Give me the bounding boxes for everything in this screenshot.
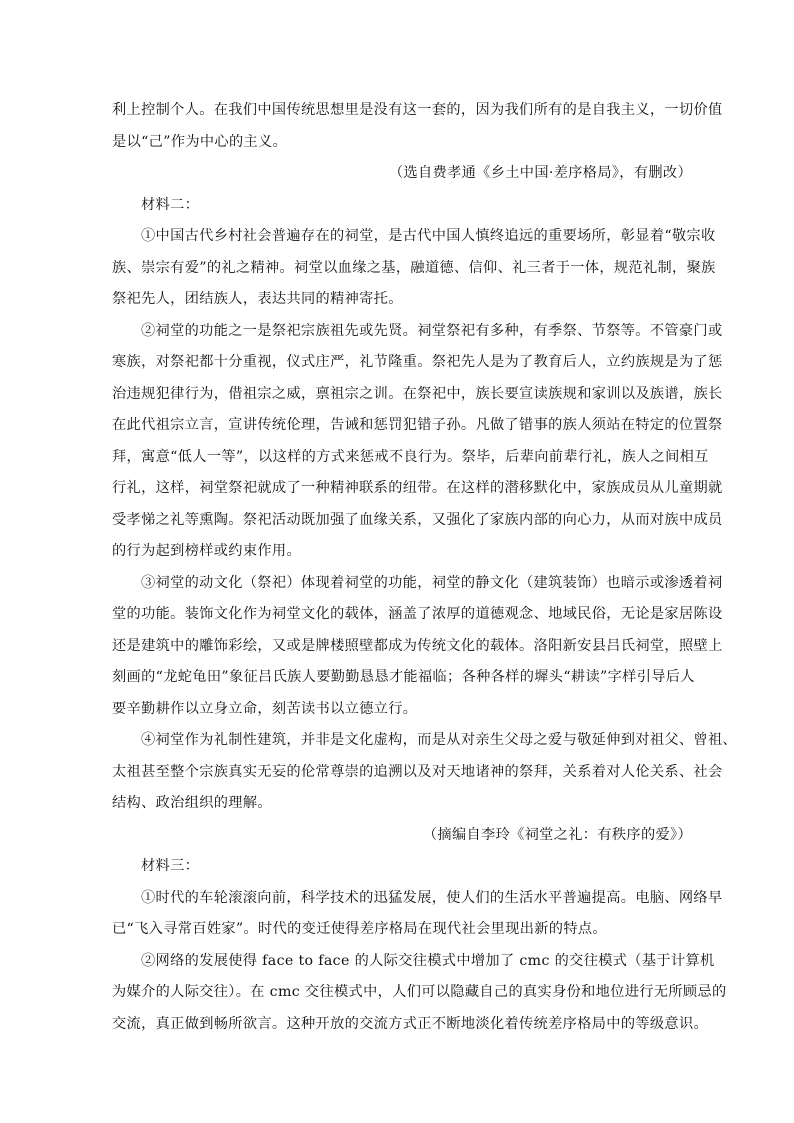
section-heading-material-2: 材料二：: [141, 197, 200, 213]
paragraph-1-line: 族、崇宗有爱”的礼之精神。祠堂以血缘之基，融道德、信仰、礼三者于一体，规范礼制，聚族: [112, 260, 716, 276]
paragraph-6-line: 为媒介的人际交往）。在 cmc 交往模式中，人们可以隐藏自己的真实身份和地位进行无所顾忌的: [112, 984, 727, 1000]
paragraph-2-line: ②祠堂的功能之一是祭祀宗族祖先或先贤。祠堂祭祀有多种，有季祭、节祭等。不管豪门或: [141, 323, 723, 339]
paragraph-5-line: ①时代的车轮滚滚向前，科学技术的迅猛发展，使人们的生活水平普遍提高。电脑、网络早: [141, 890, 723, 906]
source-citation: （选自费孝通《乡土中国·差序格局》，有删改）: [388, 165, 692, 181]
paragraph-3-line: 刻画的“龙蛇龟田”象征吕氏族人要勤勤恳恳才能福临；各种各样的墀头“耕读”字样引导后人: [112, 669, 695, 685]
paragraph-1-line: 祭祀先人，团结族人，表达共同的精神寄托。: [112, 291, 403, 307]
paragraph-2-line: 寒族，对祭祀都十分重视，仪式庄严，礼节隆重。祭祀先人是为了教育后人，立约族规是为了惩: [112, 354, 723, 370]
paragraph-2-line: 受孝悌之礼等熏陶。祭祀活动既加强了血缘关系，又强化了家族内部的向心力，从而对族中成员: [112, 512, 723, 528]
paragraph-2-line: 治违规犯律行为，借祖宗之威，禀祖宗之训。在祭祀中，族长要宣读族规和家训以及族谱，族长: [112, 386, 723, 402]
paragraph-4-line: 太祖甚至整个宗族真实无妄的伦常尊崇的追溯以及对天地诸神的祭拜，关系着对人伦关系、社会: [112, 764, 723, 780]
source-citation: （摘编自李玲《祠堂之礼：有秩序的爱》）: [422, 827, 692, 843]
paragraph-5-line: 已“飞入寻常百姓家”。时代的变迁使得差序格局在现代社会里现出新的特点。: [112, 921, 607, 937]
section-heading-material-3: 材料三：: [141, 858, 200, 874]
paragraph-6-line: 交流，真正做到畅所欲言。这种开放的交流方式正不断地淡化着传统差序格局中的等级意识。: [112, 1016, 709, 1032]
paragraph-6-line: ②网络的发展使得 face to face 的人际交往模式中增加了 cmc 的交往模式（基于计算机: [141, 953, 715, 969]
paragraph-4-line: 结构、政治组织的理解。: [112, 795, 272, 811]
paragraph-3-line: 堂的功能。装饰文化作为祠堂文化的载体，涵盖了浓厚的道德观念、地域民俗，无论是家居陈设: [112, 606, 723, 622]
paragraph-2-line: 行礼，这样，祠堂祭祀就成了一种精神联系的纽带。在这样的潜移默化中，家族成员从儿童期就: [112, 480, 723, 496]
paragraph-3-line: 还是建筑中的雕饰彩绘，又或是牌楼照壁都成为传统文化的载体。洛阳新安县吕氏祠堂，照壁上: [112, 638, 723, 654]
body-text-line: 利上控制个人。在我们中国传统思想里是没有这一套的，因为我们所有的是自我主义，一切价值: [112, 102, 723, 118]
paragraph-2-line: 拜，寓意“低人一等”，以这样的方式来惩戒不良行为。祭毕，后辈向前辈行礼，族人之间相互: [112, 449, 709, 465]
paragraph-3-line: 要辛勤耕作以立身立命，刻苦读书以立德立行。: [112, 701, 418, 717]
paragraph-2-line: 在此代祖宗立言，宣讲传统伦理，告诫和惩罚犯错子孙。凡做了错事的族人须站在特定的位置祭: [112, 417, 723, 433]
paragraph-2-line: 的行为起到榜样或约束作用。: [112, 543, 301, 559]
body-text-line: 是以“己”作为中心的主义。: [112, 134, 288, 150]
paragraph-3-line: ③祠堂的动文化（祭祀）体现着祠堂的功能，祠堂的静文化（建筑装饰）也暗示或渗透着祠: [141, 575, 723, 591]
paragraph-1-line: ①中国古代乡村社会普遍存在的祠堂，是古代中国人慎终追远的重要场所，彰显着“敬宗收: [141, 228, 716, 244]
paragraph-4-line: ④祠堂作为礼制性建筑，并非是文化虚构，而是从对亲生父母之爱与敬延伸到对祖父、曾祖、: [141, 732, 738, 748]
